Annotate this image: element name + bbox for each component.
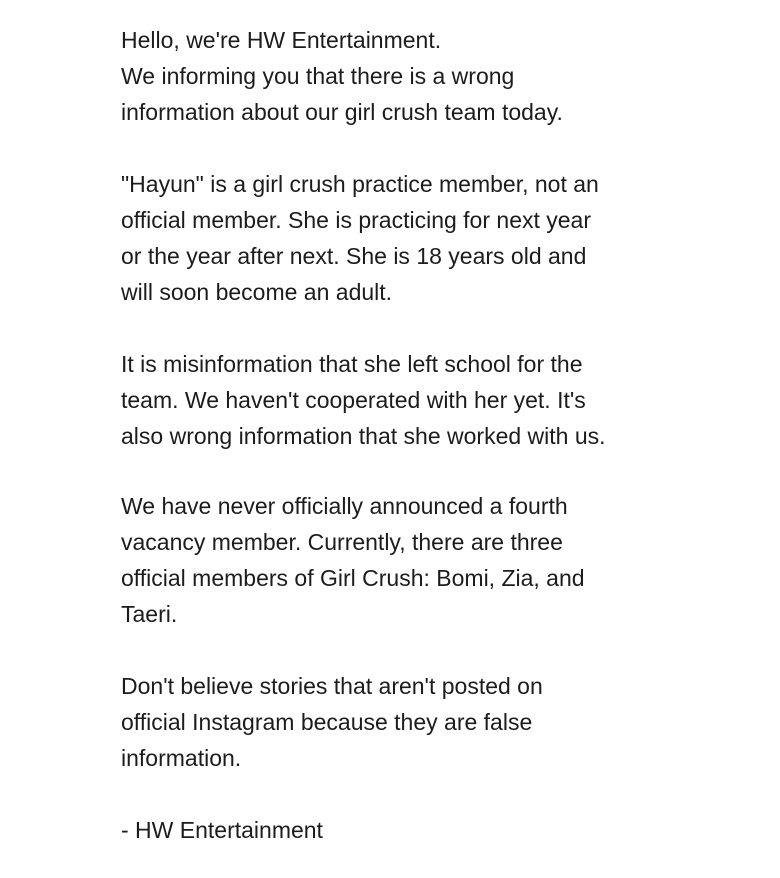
- text-line: official member. She is practicing for next year: [121, 207, 592, 233]
- text-line: Hello, we're HW Entertainment.: [121, 27, 442, 53]
- hayun-paragraph: [121, 166, 721, 310]
- text-line: team. We haven't cooperated with her yet. It's: [121, 387, 586, 413]
- text-line: We informing you that there is a wrong: [121, 63, 515, 89]
- misinformation-paragraph: [121, 346, 721, 454]
- greeting-paragraph: [121, 22, 721, 130]
- text-line: official members of Girl Crush: Bomi, Zia, and: [121, 565, 585, 591]
- text-line: information.: [121, 745, 242, 771]
- text-line: vacancy member. Currently, there are three: [121, 529, 563, 555]
- text-line: or the year after next. She is 18 years old and: [121, 243, 587, 269]
- instagram-paragraph: [121, 668, 721, 776]
- text-line: It is misinformation that she left school for the: [121, 351, 583, 377]
- signature-line: - HW Entertainment: [121, 817, 323, 843]
- members-paragraph: [121, 488, 721, 632]
- text-line: will soon become an adult.: [121, 279, 393, 305]
- text-line: "Hayun" is a girl crush practice member, not an: [121, 171, 599, 197]
- text-line: Taeri.: [121, 601, 178, 627]
- text-line: We have never officially announced a fourth: [121, 493, 568, 519]
- signature-paragraph: [121, 812, 721, 848]
- text-line: official Instagram because they are false: [121, 709, 533, 735]
- text-line: also wrong information that she worked with us.: [121, 423, 606, 449]
- text-line: information about our girl crush team today.: [121, 99, 563, 125]
- text-line: Don't believe stories that aren't posted on: [121, 673, 543, 699]
